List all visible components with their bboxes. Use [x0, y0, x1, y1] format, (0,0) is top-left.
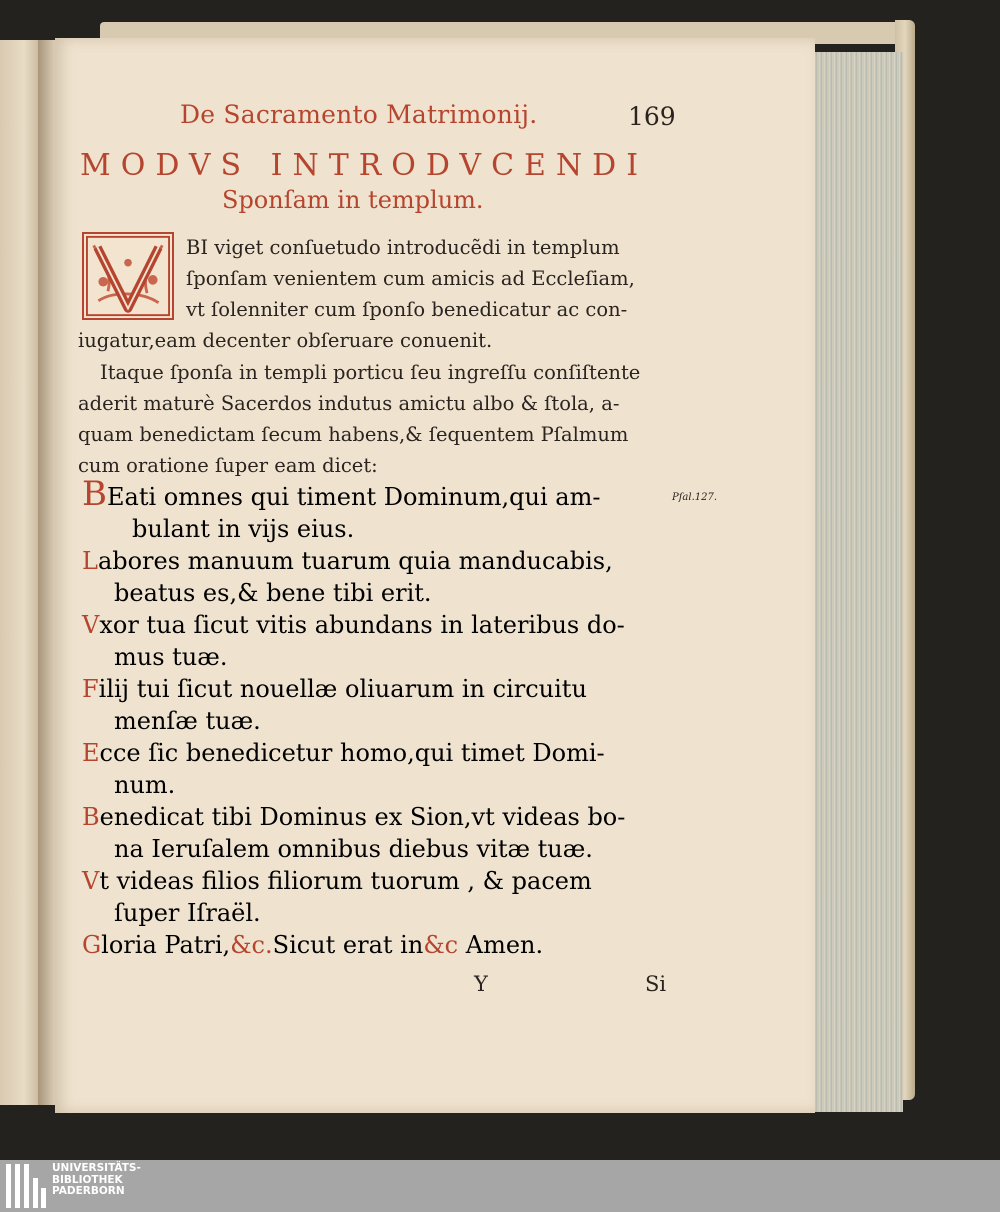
rubric-line: aderit maturè Sacerdos indutus amictu albo & ſtola, a-	[78, 392, 620, 415]
library-logo-text	[52, 1163, 141, 1198]
verse-continuation: menſæ tuæ.	[114, 707, 261, 735]
gloria-text: loria Patri,	[101, 931, 231, 959]
intro-line: ſponſam venientem cum amicis ad Eccleſiam,	[186, 267, 635, 290]
intro-paragraph-end	[78, 325, 668, 356]
gloria-verse	[82, 929, 682, 961]
intro-line: vt ſolenniter cum ſponſo benedicatur ac con-	[186, 298, 628, 321]
verse-capital: F	[82, 675, 99, 703]
library-bars-icon	[6, 1164, 46, 1208]
verse-capital: V	[82, 867, 100, 895]
rubric-line: quam benedictam ſecum habens,& ſequentem Pſalmum	[78, 423, 629, 446]
psalm-verse	[82, 609, 682, 673]
verse-capital: B	[82, 803, 100, 831]
signature-mark: Y	[474, 972, 488, 996]
running-head: De Sacramento Matrimonij.	[180, 100, 538, 129]
rubric-paragraph	[78, 357, 668, 481]
verse-first-line: t videas filios filiorum tuorum , & pacem	[99, 867, 592, 895]
verse-first-line: cce ſic benedicetur homo,qui timet Domi-	[99, 739, 605, 767]
verse-continuation: mus tuæ.	[114, 643, 228, 671]
footer-bar	[0, 1160, 1000, 1212]
verse-capital: G	[82, 931, 102, 959]
chapter-subtitle: Sponſam in templum.	[222, 186, 484, 214]
psalm-verse	[82, 737, 682, 801]
verse-continuation: beatus es,& bene tibi erit.	[114, 579, 432, 607]
intro-line: iugatur,eam decenter obſeruare conuenit.	[78, 329, 493, 352]
psalm-verse	[82, 865, 682, 929]
psalm-verse	[82, 474, 682, 545]
margin-note: Pſal.127.	[672, 492, 718, 503]
chapter-title: MODVS INTRODVCENDI	[80, 148, 649, 183]
page-number: 169	[628, 102, 676, 131]
logo-line: PADERBORN	[52, 1185, 125, 1197]
verse-first-line: abores manuum tuarum quia manducabis,	[97, 547, 613, 575]
ornament-initial-v	[84, 234, 172, 318]
intro-paragraph	[186, 232, 666, 325]
psalm-text	[82, 474, 682, 961]
verse-capital: V	[82, 611, 100, 639]
logo-line: BIBLIOTHEK	[52, 1173, 123, 1186]
verse-continuation: num.	[114, 771, 176, 799]
gloria-text: Amen.	[458, 931, 544, 959]
decorated-initial-icon	[82, 232, 174, 320]
verse-first-line: enedicat tibi Dominus ex Sion,vt videas bo-	[99, 803, 626, 831]
verse-capital: B	[82, 474, 107, 514]
verse-first-line: ilij tui ſicut nouellæ oliuarum in circuitu	[98, 675, 587, 703]
verse-capital: E	[82, 739, 100, 767]
gloria-abbrev: &c	[423, 931, 459, 959]
psalm-verse	[82, 545, 682, 609]
verse-first-line: xor tua ſicut vitis abundans in lateribus do-	[99, 611, 625, 639]
rubric-line: cum oratione ſuper eam dicet:	[78, 454, 378, 477]
page-block-edge	[812, 52, 903, 1112]
verse-capital: L	[82, 547, 98, 575]
gloria-text: Sicut erat in	[272, 931, 424, 959]
gloria-abbrev: &c.	[230, 931, 273, 959]
psalm-verse	[82, 673, 682, 737]
rubric-line: Itaque ſponſa in templi porticu ſeu ingreſſu conſiſtente	[100, 361, 641, 384]
verse-continuation: bulant in vijs eius.	[132, 515, 355, 543]
left-page-edge	[0, 40, 42, 1105]
psalm-verse	[82, 801, 682, 865]
logo-line: UNIVERSITÄTS-	[52, 1162, 141, 1174]
intro-line: BI viget conſuetudo introducẽdi in templum	[186, 236, 620, 259]
verse-first-line: Eati omnes qui timent Dominum,qui am-	[107, 483, 601, 511]
verse-continuation: ſuper Iſraël.	[114, 899, 261, 927]
catchword: Si	[645, 972, 667, 996]
verse-continuation: na Ieruſalem omnibus diebus vitæ tuæ.	[114, 835, 593, 863]
